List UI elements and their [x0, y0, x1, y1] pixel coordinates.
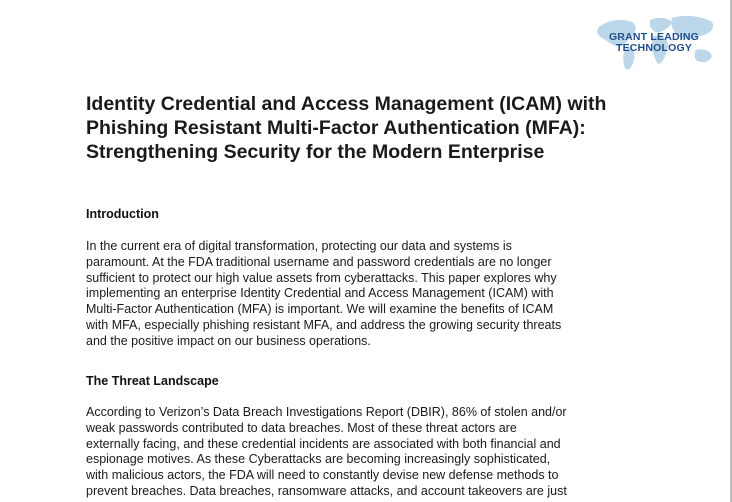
text-line: In the current era of digital transformation, protecting our data and systems is: [86, 239, 512, 253]
text-line: Multi-Factor Authentication (MFA) is important. We will examine the benefits of ICAM: [86, 302, 554, 317]
text-line: with MFA, especially phishing resistant MFA, and address the growing security threats: [86, 317, 562, 332]
text-line: externally facing, and these credential incidents are associated with both financial and: [86, 436, 561, 451]
logo-line-1: GRANT LEADING: [608, 31, 700, 43]
introduction-paragraph: [86, 239, 686, 350]
logo-line-2: TECHNOLOGY: [615, 42, 693, 54]
section-heading-threat-landscape: The Threat Landscape: [86, 374, 219, 388]
text-line: prevent breaches. Data breaches, ransomware attacks, and account takeovers are just: [86, 483, 567, 498]
text-line: implementing an enterprise Identity Credential and Access Management (ICAM) with: [86, 286, 554, 301]
text-line: weak passwords contributed to data breaches. Most of these threat actors are: [86, 420, 517, 435]
document-title: Identity Credential and Access Management (ICAM) with Phishing Resistant Multi-Factor Authentication (MFA): Strengthening Security for the Modern Enterprise: [86, 93, 607, 163]
text-line: sufficient to protect our high value assets from cyberattacks. This paper explores why: [86, 270, 557, 285]
text-line: espionage motives. As these Cyberattacks are becoming increasingly sophisticated,: [86, 452, 551, 467]
text-line: and the positive impact on our business operations.: [86, 333, 371, 348]
logo-wordmark: [592, 32, 716, 54]
text-line: According to Verizon’s Data Breach Investigations Report (DBIR), 86% of stolen and/or: [86, 405, 567, 419]
text-line: with malicious actors, the FDA will need to constantly devise new defense methods to: [86, 468, 559, 483]
threat-landscape-paragraph: [86, 405, 686, 500]
text-line: paramount. At the FDA traditional username and password credentials are no longer: [86, 254, 552, 269]
company-logo: [592, 10, 720, 74]
section-heading-introduction: Introduction: [86, 207, 159, 221]
